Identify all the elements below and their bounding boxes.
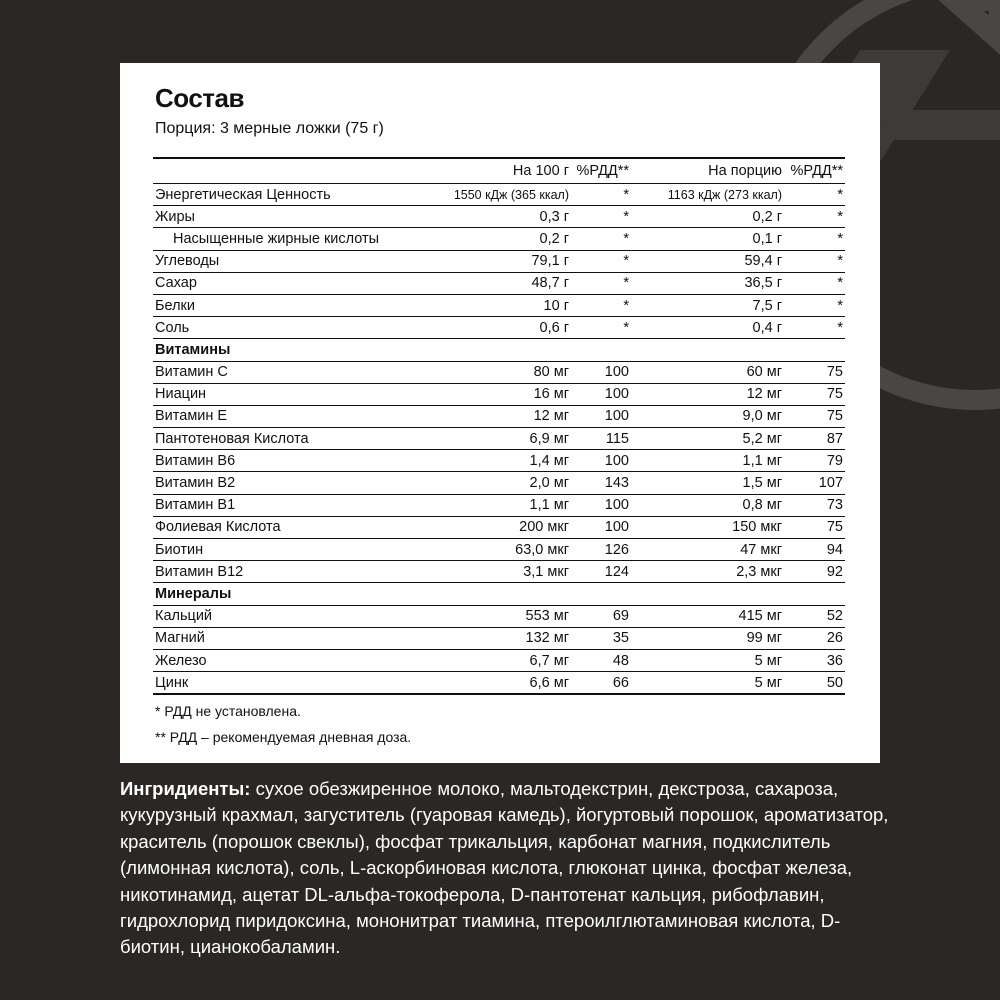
table-row xyxy=(153,428,845,450)
row-rdd-portion: * xyxy=(784,272,845,294)
row-rdd100: 100 xyxy=(571,361,631,383)
row-rdd100: 100 xyxy=(571,494,631,516)
table-row xyxy=(153,206,845,228)
row-per-portion: 5 мг xyxy=(631,672,784,695)
row-rdd100: * xyxy=(571,250,631,272)
row-name: Витамин B2 xyxy=(153,472,343,494)
table-row xyxy=(153,472,845,494)
table-row xyxy=(153,317,845,339)
row-rdd100: * xyxy=(571,206,631,228)
ingredients-text xyxy=(120,776,900,961)
table-row xyxy=(153,583,845,605)
row-name: Витамины xyxy=(153,339,343,361)
row-rdd-portion: * xyxy=(784,184,845,206)
page-title: Состав xyxy=(155,83,244,113)
header-per-portion: На порцию xyxy=(631,158,784,184)
row-per-portion: 9,0 мг xyxy=(631,405,784,427)
row-per-portion: 99 мг xyxy=(631,627,784,649)
row-per-portion: 5,2 мг xyxy=(631,428,784,450)
row-name: Энергетическая Ценность xyxy=(153,184,343,206)
row-per-portion: 0,8 мг xyxy=(631,494,784,516)
row-rdd-portion: 26 xyxy=(784,627,845,649)
row-name: Жиры xyxy=(153,206,343,228)
row-per-portion: 415 мг xyxy=(631,605,784,627)
row-name: Ниацин xyxy=(153,383,343,405)
row-rdd100: 48 xyxy=(571,649,631,671)
row-rdd100: 100 xyxy=(571,405,631,427)
row-per100: 80 мг xyxy=(343,361,571,383)
table-row xyxy=(153,383,845,405)
composition-card xyxy=(120,63,880,763)
row-per100 xyxy=(343,339,571,361)
table-row xyxy=(153,450,845,472)
row-rdd-portion: 75 xyxy=(784,516,845,538)
row-name: Сахар xyxy=(153,272,343,294)
table-row xyxy=(153,228,845,250)
row-rdd100: * xyxy=(571,272,631,294)
row-name: Витамин B12 xyxy=(153,561,343,583)
row-per100: 16 мг xyxy=(343,383,571,405)
row-per100: 6,7 мг xyxy=(343,649,571,671)
table-row xyxy=(153,361,845,383)
row-rdd-portion: 52 xyxy=(784,605,845,627)
row-rdd-portion: 87 xyxy=(784,428,845,450)
row-per-portion: 150 мкг xyxy=(631,516,784,538)
row-rdd-portion: * xyxy=(784,317,845,339)
row-per-portion: 5 мг xyxy=(631,649,784,671)
row-per-portion: 47 мкг xyxy=(631,539,784,561)
row-per-portion: 1163 кДж (273 ккал) xyxy=(631,184,784,206)
row-rdd100: 115 xyxy=(571,428,631,450)
table-header-row xyxy=(153,158,845,184)
row-per100: 3,1 мкг xyxy=(343,561,571,583)
table-row xyxy=(153,516,845,538)
row-per100: 1,1 мг xyxy=(343,494,571,516)
row-per-portion: 1,5 мг xyxy=(631,472,784,494)
row-rdd-portion: * xyxy=(784,250,845,272)
ingredients-list: сухое обезжиренное молоко, мальтодекстрин, декстроза, сахароза, кукурузный крахмал, загуститель (гуаровая камедь), йогуртовый порошок, ароматизатор, краситель (порошок свеклы), фосфат трикальция, карбонат магния, подкислитель (лимонная кислота), соль, L-аскорбиновая кислота, глюконат цинка, фосфат железа, никотинамид, ацетат DL-альфа-токоферола, D-пантотенат кальция, рибофлавин, гидрохлорид пиридоксина, мононитрат тиамина, птероилглютаминовая кислота, D-биотин, цианокобаламин. xyxy=(120,778,889,958)
table-row xyxy=(153,494,845,516)
row-per100 xyxy=(343,583,571,605)
row-rdd-portion xyxy=(784,583,845,605)
table-row xyxy=(153,250,845,272)
header-rdd-portion: %РДД** xyxy=(784,158,845,184)
nutrition-table xyxy=(153,157,845,695)
row-name: Углеводы xyxy=(153,250,343,272)
row-rdd100: 66 xyxy=(571,672,631,695)
table-row xyxy=(153,605,845,627)
table-row xyxy=(153,561,845,583)
row-per100: 2,0 мг xyxy=(343,472,571,494)
row-name: Пантотеновая Кислота xyxy=(153,428,343,450)
row-name: Витамин Е xyxy=(153,405,343,427)
row-name: Витамин B6 xyxy=(153,450,343,472)
row-rdd100: 100 xyxy=(571,383,631,405)
row-name: Цинк xyxy=(153,672,343,695)
row-per-portion: 7,5 г xyxy=(631,294,784,316)
table-row xyxy=(153,539,845,561)
row-rdd100: * xyxy=(571,317,631,339)
table-row xyxy=(153,272,845,294)
row-rdd100: 143 xyxy=(571,472,631,494)
table-row xyxy=(153,184,845,206)
row-per-portion: 60 мг xyxy=(631,361,784,383)
row-per-portion xyxy=(631,339,784,361)
row-per100: 6,6 мг xyxy=(343,672,571,695)
row-per-portion: 59,4 г xyxy=(631,250,784,272)
row-rdd100: 124 xyxy=(571,561,631,583)
row-rdd100: 69 xyxy=(571,605,631,627)
row-rdd100 xyxy=(571,339,631,361)
header-name xyxy=(153,158,343,184)
row-per-portion: 0,1 г xyxy=(631,228,784,250)
row-rdd-portion: 94 xyxy=(784,539,845,561)
row-rdd-portion: 79 xyxy=(784,450,845,472)
row-rdd-portion: 73 xyxy=(784,494,845,516)
table-row xyxy=(153,649,845,671)
row-per100: 48,7 г xyxy=(343,272,571,294)
row-rdd-portion: 75 xyxy=(784,361,845,383)
row-name: Витамин С xyxy=(153,361,343,383)
row-rdd-portion: * xyxy=(784,294,845,316)
table-row xyxy=(153,339,845,361)
row-per100: 200 мкг xyxy=(343,516,571,538)
row-per100: 1,4 мг xyxy=(343,450,571,472)
row-per100: 10 г xyxy=(343,294,571,316)
row-rdd100: * xyxy=(571,294,631,316)
row-name: Железо xyxy=(153,649,343,671)
table-row xyxy=(153,627,845,649)
row-rdd-portion: 36 xyxy=(784,649,845,671)
row-rdd100: * xyxy=(571,228,631,250)
row-rdd100: 100 xyxy=(571,450,631,472)
row-per100: 0,6 г xyxy=(343,317,571,339)
row-per100: 6,9 мг xyxy=(343,428,571,450)
row-per100: 1550 кДж (365 ккал) xyxy=(343,184,571,206)
row-per100: 79,1 г xyxy=(343,250,571,272)
row-rdd100: * xyxy=(571,184,631,206)
row-name: Соль xyxy=(153,317,343,339)
header-per100: На 100 г xyxy=(343,158,571,184)
row-per-portion: 36,5 г xyxy=(631,272,784,294)
row-rdd-portion: 107 xyxy=(784,472,845,494)
portion-info: Порция: 3 мерные ложки (75 г) xyxy=(155,120,384,137)
row-rdd-portion: * xyxy=(784,228,845,250)
row-name: Кальций xyxy=(153,605,343,627)
row-per-portion: 1,1 мг xyxy=(631,450,784,472)
row-name: Белки xyxy=(153,294,343,316)
row-rdd-portion: 92 xyxy=(784,561,845,583)
row-name: Магний xyxy=(153,627,343,649)
row-rdd-portion: * xyxy=(784,206,845,228)
row-per100: 553 мг xyxy=(343,605,571,627)
row-rdd100 xyxy=(571,583,631,605)
row-rdd-portion: 50 xyxy=(784,672,845,695)
row-rdd100: 126 xyxy=(571,539,631,561)
ingredients-label: Ингридиенты: xyxy=(120,778,251,799)
table-row xyxy=(153,294,845,316)
row-per-portion: 0,4 г xyxy=(631,317,784,339)
row-rdd-portion: 75 xyxy=(784,405,845,427)
row-name: Фолиевая Кислота xyxy=(153,516,343,538)
table-row xyxy=(153,405,845,427)
row-rdd-portion xyxy=(784,339,845,361)
row-per-portion xyxy=(631,583,784,605)
row-per100: 63,0 мкг xyxy=(343,539,571,561)
row-name: Витамин B1 xyxy=(153,494,343,516)
row-per100: 12 мг xyxy=(343,405,571,427)
footnote-rdd-definition: ** РДД – рекомендуемая дневная доза. xyxy=(155,729,412,745)
row-per100: 0,3 г xyxy=(343,206,571,228)
row-per100: 132 мг xyxy=(343,627,571,649)
header-rdd100: %РДД** xyxy=(571,158,631,184)
row-rdd100: 100 xyxy=(571,516,631,538)
footnote-rdd-not-set: * РДД не установлена. xyxy=(155,703,301,719)
row-per-portion: 0,2 г xyxy=(631,206,784,228)
row-rdd-portion: 75 xyxy=(784,383,845,405)
nutrition-table-wrap xyxy=(153,157,845,695)
row-rdd100: 35 xyxy=(571,627,631,649)
row-per-portion: 12 мг xyxy=(631,383,784,405)
row-name: Насыщенные жирные кислоты xyxy=(153,228,343,250)
row-name: Биотин xyxy=(153,539,343,561)
row-name: Минералы xyxy=(153,583,343,605)
row-per100: 0,2 г xyxy=(343,228,571,250)
table-row xyxy=(153,672,845,695)
row-per-portion: 2,3 мкг xyxy=(631,561,784,583)
